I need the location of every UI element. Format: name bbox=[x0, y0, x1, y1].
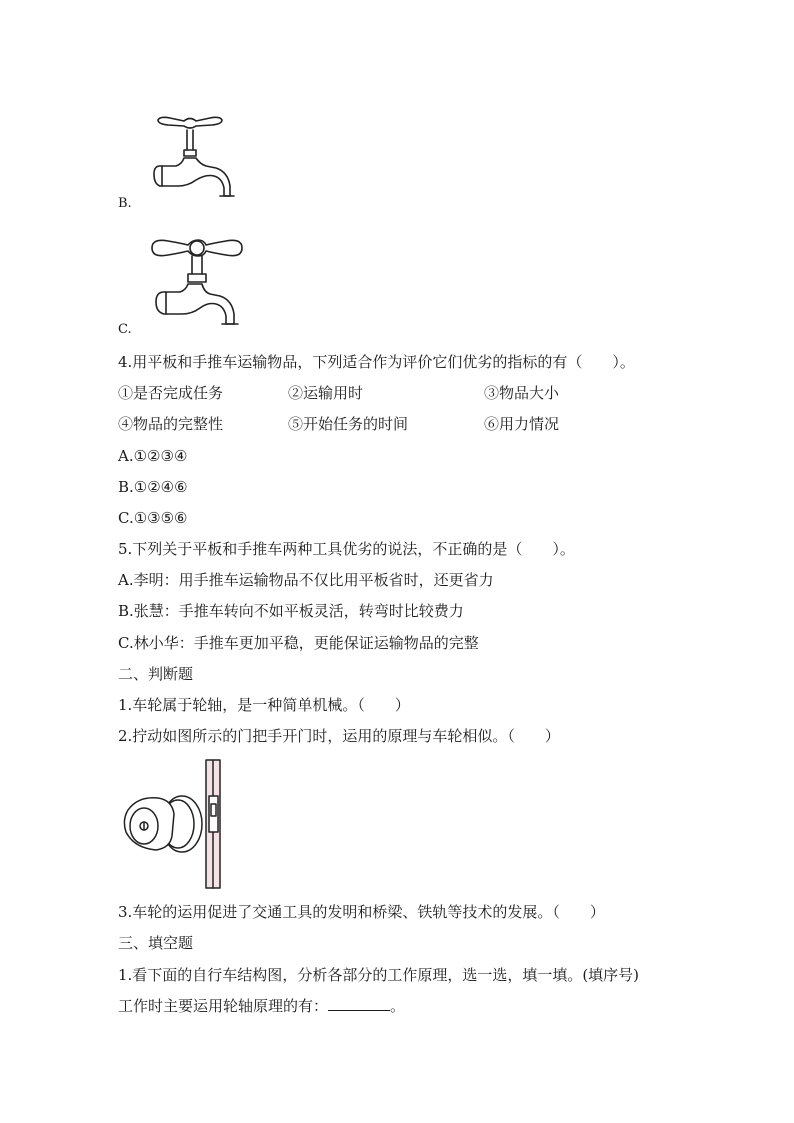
faucet-cross-handle-icon bbox=[148, 234, 246, 330]
door-knob-icon bbox=[120, 758, 230, 890]
question-5-option-b: B.张慧：手推车转向不如平板灵活，转弯时比较费力 bbox=[118, 602, 464, 620]
judgement-item-1: 1.车轮属于轮轴，是一种简单机械。（ ） bbox=[118, 696, 410, 714]
answer-period: 。 bbox=[390, 997, 406, 1015]
indicator-2: ②运输用时 bbox=[288, 384, 364, 402]
question-4-option-a: A.①②③④ bbox=[118, 447, 188, 465]
question-4-option-c: C.①③⑤⑥ bbox=[118, 509, 188, 527]
question-5-option-a: A.李明：用手推车运输物品不仅比用平板省时，还更省力 bbox=[118, 571, 494, 589]
section-3-title: 三、填空题 bbox=[118, 934, 194, 952]
indicator-4: ④物品的完整性 bbox=[118, 415, 224, 433]
fill-in-question-1-stem: 1.看下面的自行车结构图，分析各部分的工作原理，选一选，填一填。(填序号) bbox=[118, 966, 640, 984]
section-2-title: 二、判断题 bbox=[118, 665, 194, 683]
fill-in-answer-line bbox=[118, 996, 405, 1016]
indicator-3: ③物品大小 bbox=[484, 384, 560, 402]
indicator-1: ①是否完成任务 bbox=[118, 384, 224, 402]
question-5-stem: 5.下列关于平板和手推车两种工具优劣的说法，不正确的是（ ）。 bbox=[118, 540, 575, 558]
indicator-6: ⑥用力情况 bbox=[484, 415, 560, 433]
option-b-label: B. bbox=[118, 196, 132, 211]
question-5-option-c: C.林小华：手推车更加平稳，更能保证运输物品的完整 bbox=[118, 634, 479, 652]
indicator-5: ⑤开始任务的时间 bbox=[288, 415, 409, 433]
question-4-option-b: B.①②④⑥ bbox=[118, 478, 188, 496]
judgement-item-2: 2.拧动如图所示的门把手开门时，运用的原理与车轮相似。（ ） bbox=[118, 727, 560, 745]
answer-blank[interactable] bbox=[328, 996, 390, 1011]
judgement-item-3: 3.车轮的运用促进了交通工具的发明和桥梁、铁轨等技术的发展。（ ） bbox=[118, 903, 605, 921]
option-c-label: C. bbox=[118, 322, 132, 337]
faucet-tee-handle-icon bbox=[148, 110, 236, 202]
question-4-stem: 4.用平板和手推车运输物品，下列适合作为评价它们优劣的指标的有（ ）。 bbox=[118, 353, 635, 371]
answer-prompt: 工作时主要运用轮轴原理的有： bbox=[118, 997, 329, 1015]
